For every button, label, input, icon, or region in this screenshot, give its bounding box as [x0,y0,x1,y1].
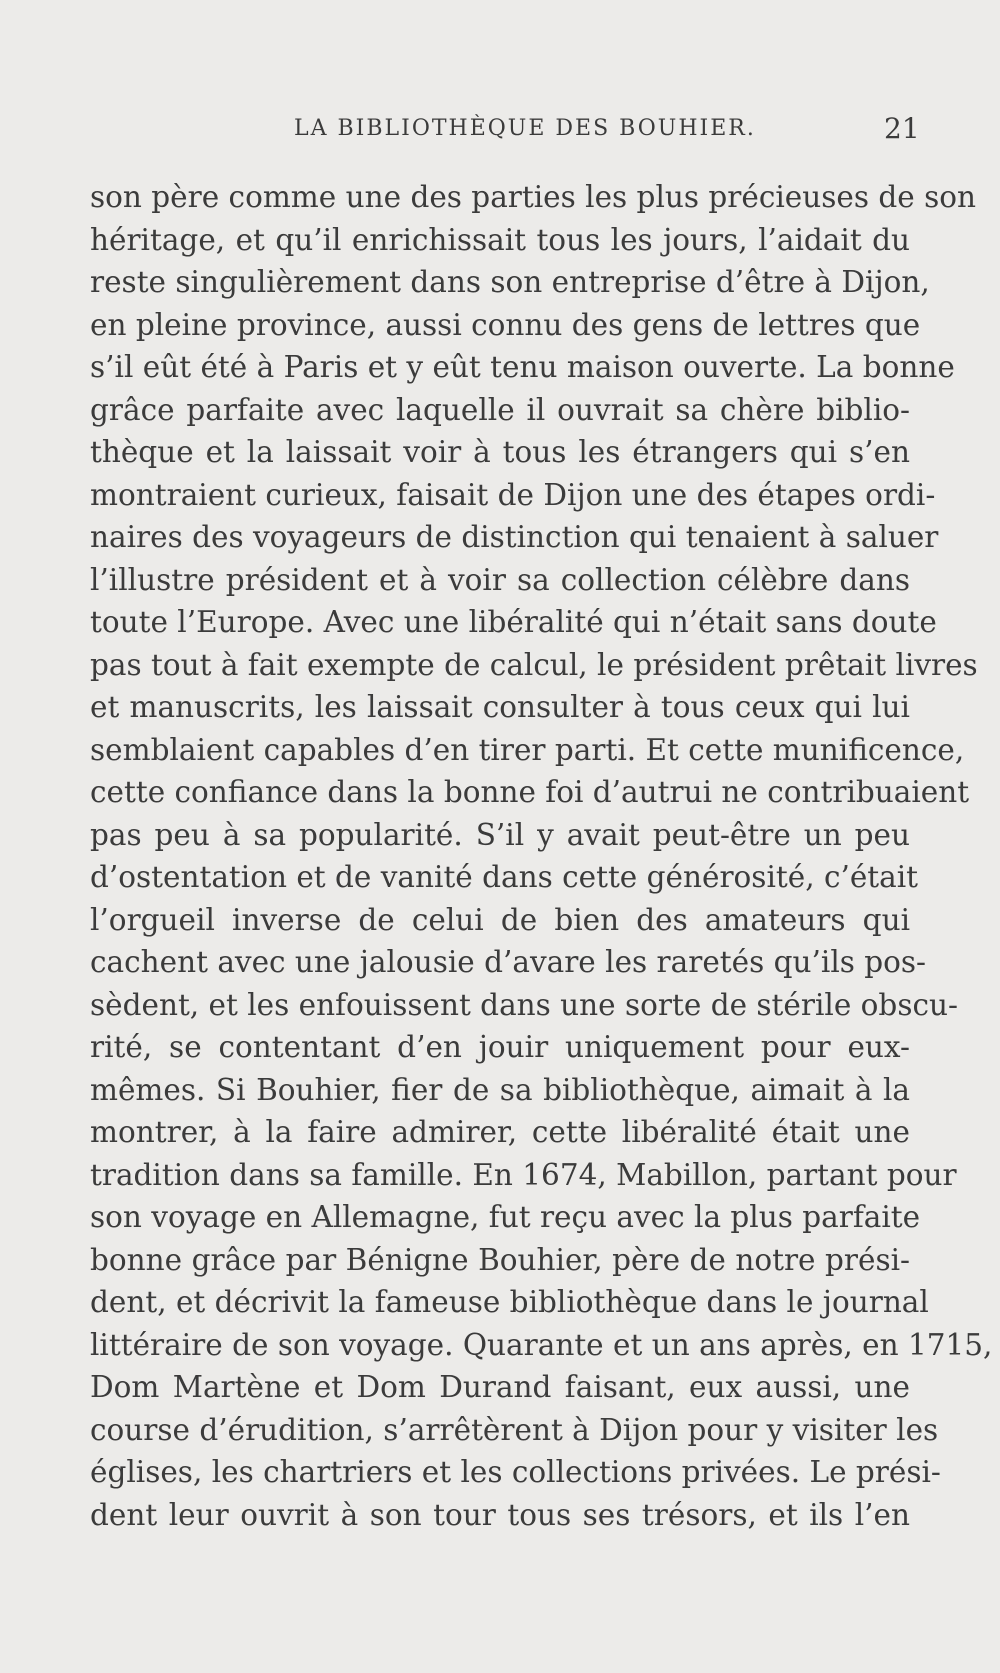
text-line: naires des voyageurs de distinction qui tenaient à saluer [90,520,939,554]
text-line: rité, se contentant d’en jouir uniquement pour eux- [90,1030,910,1064]
text-line: grâce parfaite avec laquelle il ouvrait sa chère biblio- [90,392,910,427]
text-line: pas peu à sa popularité. S’il y avait peut-être un peu [90,817,910,852]
text-line: Dom Martène et Dom Durand faisant, eux aussi, une [90,1370,910,1404]
text-line: s’il eût été à Paris et y eût tenu maison ouverte. La bonne [90,350,955,384]
text-line: sèdent, et les enfouissent dans une sorte de stérile obscu- [90,987,958,1022]
running-title: LA BIBLIOTHÈQUE DES BOUHIER. [294,116,756,141]
text-line: tradition dans sa famille. En 1674, Mabillon, partant pour [90,1157,957,1192]
body-text [90,176,993,1536]
text-line: l’illustre président et à voir sa collection célèbre dans [90,562,910,597]
text-line: littéraire de son voyage. Quarante et un ans après, en 1715, [90,1327,993,1362]
text-line: mêmes. Si Bouhier, fier de sa bibliothèque, aimait à la [90,1072,910,1107]
text-line: son voyage en Allemagne, fut reçu avec la plus parfaite [90,1200,921,1234]
text-line: semblaient capables d’en tirer parti. Et cette munificence, [90,732,965,767]
text-line: thèque et la laissait voir à tous les étrangers qui s’en [90,435,910,469]
text-line: d’ostentation et de vanité dans cette générosité, c’était [90,860,919,894]
text-line: montrer, à la faire admirer, cette libéralité était une [90,1115,910,1149]
text-line: reste singulièrement dans son entreprise d’être à Dijon, [90,265,930,299]
text-line: en pleine province, aussi connu des gens de lettres que [90,307,921,342]
text-line: églises, les chartriers et les collections privées. Le prési- [90,1455,941,1489]
text-line: héritage, et qu’il enrichissait tous les jours, l’aidait du [90,222,910,257]
text-line: cachent avec une jalousie d’avare les raretés qu’ils pos- [90,945,927,979]
text-line: course d’érudition, s’arrêtèrent à Dijon pour y visiter les [90,1412,939,1447]
page-number: 21 [884,112,920,145]
text-line: dent leur ouvrit à son tour tous ses trésors, et ils l’en [90,1497,910,1532]
text-line: dent, et décrivit la fameuse bibliothèque dans le journal [90,1285,929,1319]
text-line: et manuscrits, les laissait consulter à tous ceux qui lui [90,690,910,724]
text-line: l’orgueil inverse de celui de bien des amateurs qui [90,902,910,937]
text-line: pas tout à fait exempte de calcul, le président prêtait livres [90,647,978,682]
text-line: toute l’Europe. Avec une libéralité qui n’était sans doute [90,605,937,639]
text-line: montraient curieux, faisait de Dijon une des étapes ordi- [90,477,936,512]
text-line: son père comme une des parties les plus précieuses de son [90,180,976,214]
text-line: cette confiance dans la bonne foi d’autrui ne contribuaient [90,775,970,809]
text-line: bonne grâce par Bénigne Bouhier, père de notre prési- [90,1242,910,1277]
